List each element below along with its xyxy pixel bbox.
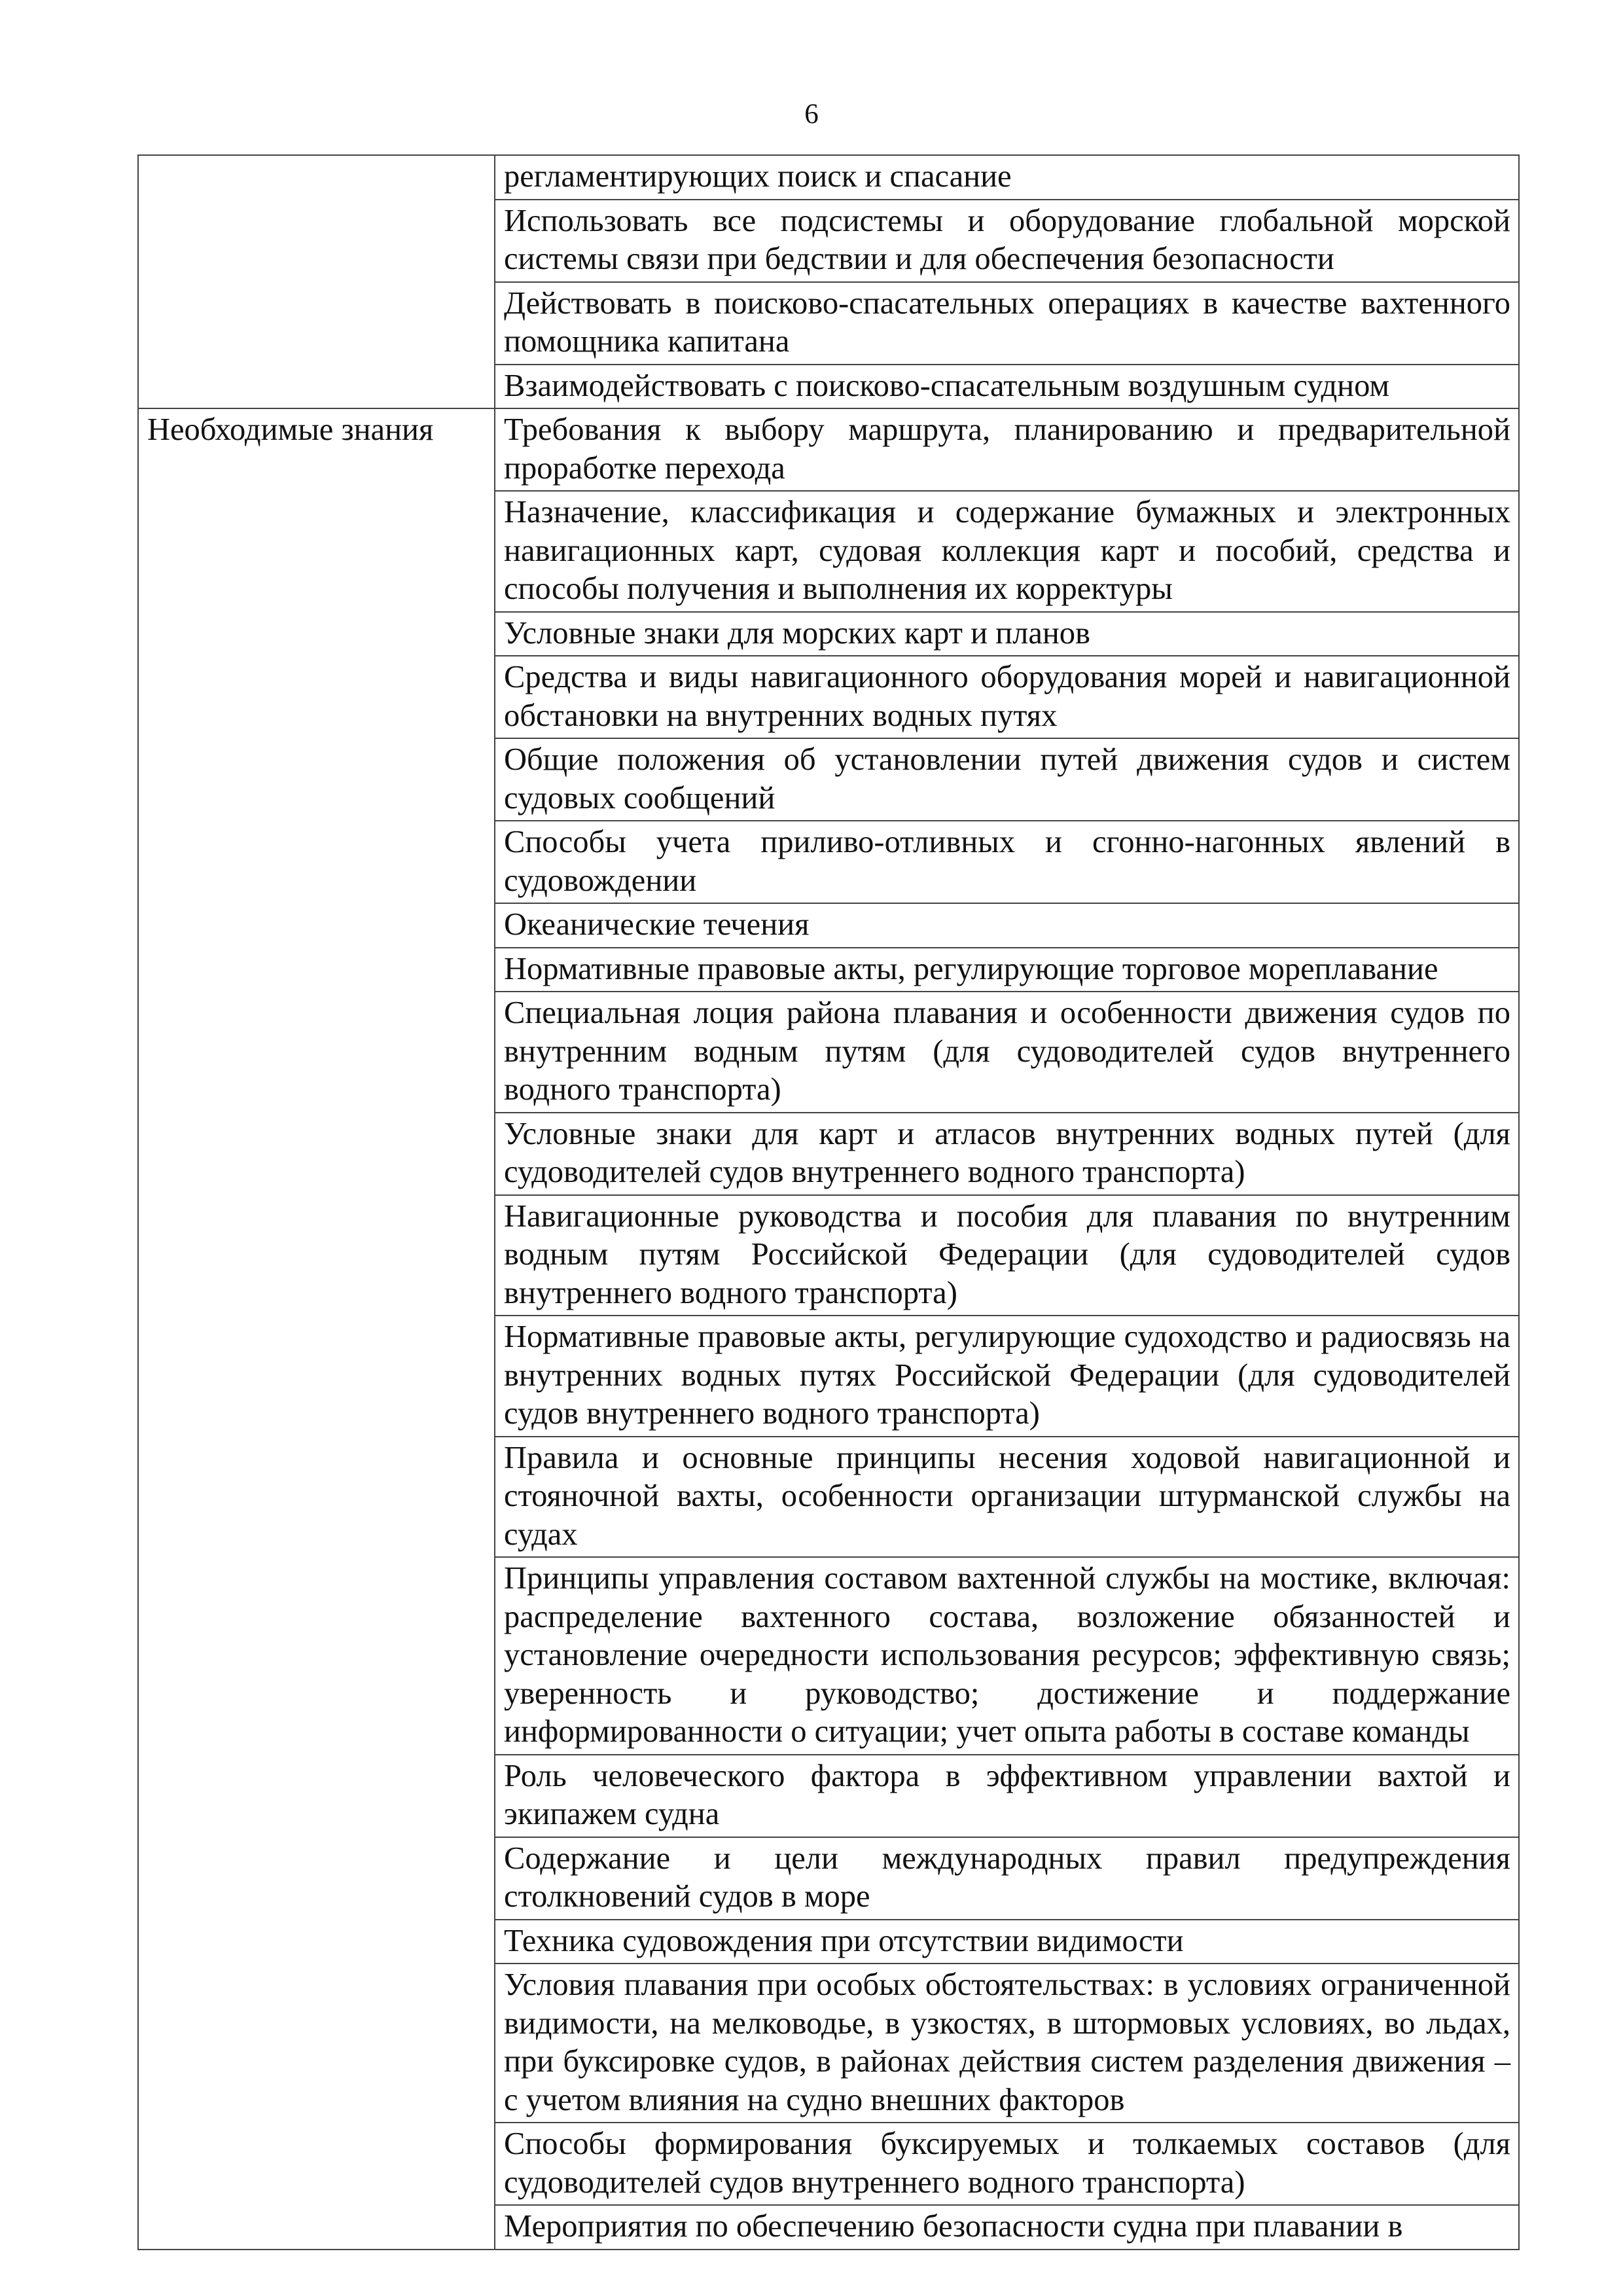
table-cell-text: Способы формирования буксируемых и толкаемых составов (для судоводителей судов внутреннего водного транспорта): [495, 2123, 1519, 2205]
knowledge-table: [137, 154, 1520, 2250]
table-cell-text: Способы учета приливо-отливных и сгонно-нагонных явлений в судовождении: [495, 821, 1519, 903]
table-cell-text: Содержание и цели международных правил предупреждения столкновений судов в море: [495, 1837, 1519, 1920]
page-number: 6: [804, 99, 819, 130]
knowledge-label: Необходимые знания: [138, 408, 495, 2250]
table-cell-text: Условные знаки для морских карт и планов: [495, 612, 1519, 656]
empty-label-cell: [138, 155, 495, 408]
table-cell-text: Требования к выбору маршрута, планированию и предварительной проработке перехода: [495, 408, 1519, 491]
table-cell-text: Правила и основные принципы несения ходовой навигационной и стояночной вахты, особенности организации штурманской службы на судах: [495, 1437, 1519, 1558]
table-cell-text: Нормативные правовые акты, регулирующие торговое мореплавание: [495, 948, 1519, 992]
table-cell-text: Принципы управления составом вахтенной службы на мостике, включая: распределение вахтенного состава, возложение обязанностей и установление очередности использования ресурсов; эффективную связь; уверенность и руководство; достижение и поддержание информированности о ситуации; учет опыта работы в составе команды: [495, 1557, 1519, 1755]
table-cell-text: Техника судовождения при отсутствии видимости: [495, 1920, 1519, 1964]
table-cell-text: Нормативные правовые акты, регулирующие судоходство и радиосвязь на внутренних водных путях Российской Федерации (для судоводителей судов внутреннего водного транспорта): [495, 1316, 1519, 1437]
table-cell-text: Использовать все подсистемы и оборудование глобальной морской системы связи при бедствии и для обеспечения безопасности: [495, 200, 1519, 282]
table-cell-text: регламентирующих поиск и спасание: [495, 155, 1519, 200]
table-cell-text: Общие положения об установлении путей движения судов и систем судовых сообщений: [495, 738, 1519, 821]
table-cell-text: Взаимодействовать с поисково-спасательным воздушным судном: [495, 365, 1519, 409]
table-row: [138, 155, 1519, 200]
table-cell-text: Роль человеческого фактора в эффективном управлении вахтой и экипажем судна: [495, 1755, 1519, 1837]
table-cell-text: Условные знаки для карт и атласов внутренних водных путей (для судоводителей судов внутреннего водного транспорта): [495, 1113, 1519, 1195]
table-cell-text: Средства и виды навигационного оборудования морей и навигационной обстановки на внутренних водных путях: [495, 656, 1519, 738]
table-cell-text: Океанические течения: [495, 903, 1519, 948]
table-cell-text: Мероприятия по обеспечению безопасности судна при плавании в: [495, 2205, 1519, 2250]
table-cell-text: Специальная лоция района плавания и особенности движения судов по внутренним водным путям (для судоводителей судов внутреннего водного транспорта): [495, 992, 1519, 1113]
table-cell-text: Действовать в поисково-спасательных операциях в качестве вахтенного помощника капитана: [495, 282, 1519, 365]
table-row: [138, 408, 1519, 491]
table-cell-text: Навигационные руководства и пособия для плавания по внутренним водным путям Российской Федерации (для судоводителей судов внутреннего водного транспорта): [495, 1195, 1519, 1316]
table-cell-text: Назначение, классификация и содержание бумажных и электронных навигационных карт, судовая коллекция карт и пособий, средства и способы получения и выполнения их корректуры: [495, 491, 1519, 612]
table-cell-text: Условия плавания при особых обстоятельствах: в условиях ограниченной видимости, на мелководье, в узкостях, в штормовых условиях, во льдах, при буксировке судов, в районах действия систем разделения движения – с учетом влияния на судно внешних факторов: [495, 1964, 1519, 2123]
